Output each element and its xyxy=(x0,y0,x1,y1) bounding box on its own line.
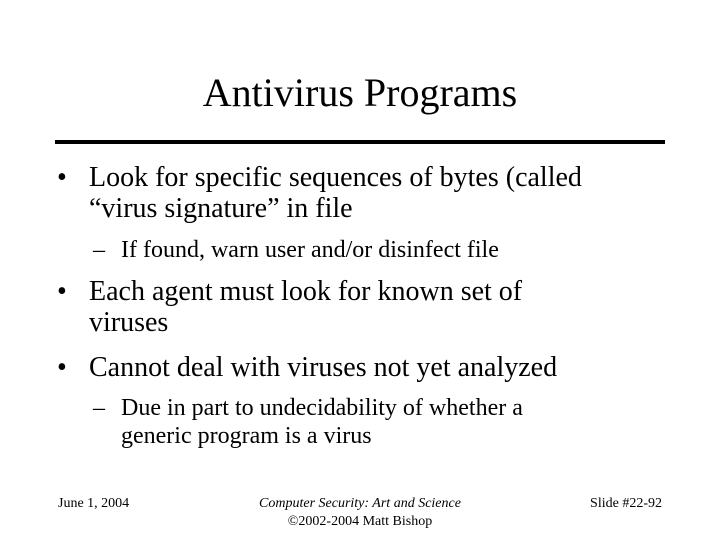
sub-bullet-text: If found, warn user and/or disinfect file xyxy=(121,237,499,263)
bullet-marker: • xyxy=(57,352,67,383)
bullet-text: Look for specific sequences of bytes (called “virus signature” in file xyxy=(89,162,582,224)
bullet-marker: • xyxy=(57,162,67,193)
title-divider xyxy=(55,140,665,144)
sub-bullet-marker: – xyxy=(93,237,105,263)
footer-date: June 1, 2004 xyxy=(58,496,130,511)
footer-course: Computer Security: Art and Science xyxy=(259,496,461,511)
footer-copyright: ©2002-2004 Matt Bishop xyxy=(287,514,433,529)
footer-slide-number: Slide #22-92 xyxy=(590,496,662,511)
slide-title: Antivirus Programs xyxy=(202,70,518,115)
footer-credit xyxy=(180,495,540,531)
bullet-marker: • xyxy=(57,276,67,307)
bullet-text: Each agent must look for known set of viruses xyxy=(89,276,523,338)
sub-bullet-marker: – xyxy=(93,395,105,421)
bullet-text: Cannot deal with viruses not yet analyzed xyxy=(89,352,558,383)
sub-bullet-text: Due in part to undecidability of whether a generic program is a virus xyxy=(121,395,523,449)
